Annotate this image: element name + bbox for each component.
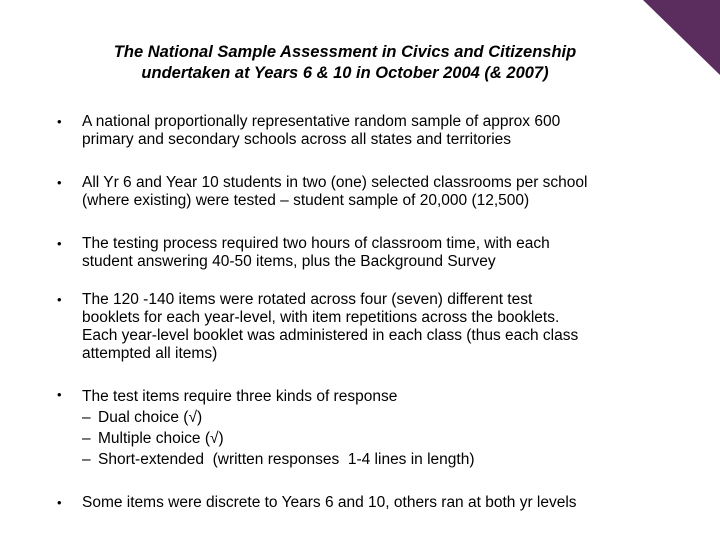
bullet-4-line-4: attempted all items) — [82, 345, 218, 362]
bullet-3-line-1: The testing process required two hours of classroom time, with each — [82, 235, 550, 252]
bullet-dot: • — [57, 495, 62, 510]
bullet-3-line-2: student answering 40-50 items, plus the Background Survey — [82, 253, 496, 270]
bullet-dot: • — [57, 175, 62, 190]
bullet-4-line-2: booklets for each year-level, with item repetitions across the booklets. — [82, 309, 560, 326]
sub-item-1-text: Dual choice (√) — [98, 409, 203, 426]
bullet-4-line-3: Each year-level booklet was administered in each class (thus each class — [82, 327, 579, 344]
bullet-6-line-1: Some items were discrete to Years 6 and 10, others ran at both yr levels — [82, 494, 577, 511]
sub-item-2-text: Multiple choice (√) — [98, 430, 224, 447]
sub-item-short-extended — [82, 449, 682, 470]
sub-item-3-text: Short-extended (written responses 1-4 lines in length) — [98, 451, 475, 468]
bullet-5-line-1: The test items require three kinds of response — [82, 388, 398, 405]
sub-item-dual-choice — [82, 407, 682, 428]
bullet-1-line-2: primary and secondary schools across all states and territories — [82, 131, 512, 148]
sub-bullet-dash: – — [82, 430, 91, 447]
bullet-dot: • — [57, 236, 62, 251]
bullet-2-line-2: (where existing) were tested – student sample of 20,000 (12,500) — [82, 192, 530, 209]
sub-item-multiple-choice — [82, 428, 682, 449]
bullet-1-line-1: A national proportionally representative random sample of approx 600 — [82, 113, 561, 130]
bullet-2-line-1: All Yr 6 and Year 10 students in two (one) selected classrooms per school — [82, 174, 588, 191]
bullet-dot: • — [57, 387, 62, 402]
bullet-dot: • — [57, 292, 62, 307]
bullet-4-line-1: The 120 -140 items were rotated across four (seven) different test — [82, 291, 533, 308]
sub-bullet-dash: – — [82, 409, 91, 426]
title-line-1: The National Sample Assessment in Civics and Citizenship — [113, 43, 577, 61]
title-line-2: undertaken at Years 6 & 10 in October 2004 (& 2007) — [141, 64, 549, 82]
sub-bullet-dash: – — [82, 451, 91, 468]
bullet-dot: • — [57, 114, 62, 129]
